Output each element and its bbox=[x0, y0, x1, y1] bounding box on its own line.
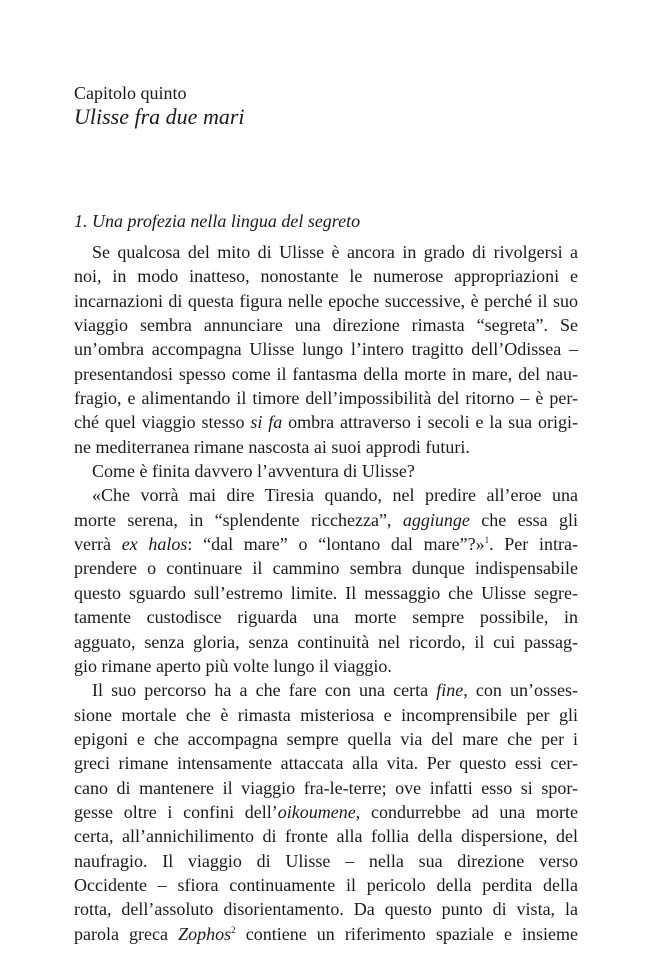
text-line: epigoni e che accompagna sempre quella via del mare che per i bbox=[74, 728, 578, 749]
text-line: verrà ex halos: “dal mare” o “lontano dal mare”?»$^1$. Per intra- bbox=[74, 534, 578, 555]
section-heading: 1. Una profezia nella lingua del segreto bbox=[74, 211, 361, 231]
text-line: viaggio sembra annunciare una direzione rimasta “segreta”. Se bbox=[74, 315, 578, 336]
text-line: rotta, dell’assoluto disorientamento. Da questo punto di vista, la bbox=[74, 899, 578, 920]
text-line: gesse oltre i confini dell’oikoumene, condurrebbe ad una morte bbox=[74, 801, 578, 822]
footnote-ref: 1 bbox=[484, 535, 490, 546]
text-line: sione mortale che è rimasta misteriosa e incomprensibile per gli bbox=[74, 704, 578, 725]
text-line: naufragio. Il viaggio di Ulisse – nella sua direzione verso bbox=[74, 850, 578, 871]
text-line: morte serena, in “splendente ricchezza”, aggiunge che essa gli bbox=[74, 509, 579, 530]
text-line: agguato, senza gloria, senza continuità nel ricordo, il cui passag- bbox=[74, 631, 578, 652]
text-line: prendere o continuare il cammino sembra dunque indispensabile bbox=[74, 558, 578, 579]
italic-term: ex halos bbox=[121, 534, 188, 555]
text-line: fragio, e alimentando il timore dell’impossibilità del ritorno – è per- bbox=[74, 388, 578, 409]
text-line: Se qualcosa del mito di Ulisse è ancora in grado di rivolgersi a bbox=[92, 242, 578, 262]
text-line: gio rimane aperto più volte lungo il viaggio. bbox=[74, 655, 392, 676]
italic-term: aggiunge bbox=[402, 509, 470, 530]
body-text bbox=[74, 240, 578, 946]
text-line: tamente custodisce riguarda una morte sempre possibile, in bbox=[74, 607, 578, 628]
text-line: incarnazioni di questa figura nelle epoche successive, è perché il suo bbox=[74, 290, 578, 311]
text-line: Come è finita davvero l’avventura di Ulisse? bbox=[92, 461, 415, 482]
text-line: «Che vorrà mai dire Tiresia quando, nel predire all’eroe una bbox=[92, 485, 578, 506]
text-line: ne mediterranea rimane nascosta ai suoi approdi futuri. bbox=[74, 436, 470, 457]
text-line: Occidente – sfiora continuamente il pericolo della perdita della bbox=[74, 874, 578, 895]
text-line: certa, all’annichilimento di fronte alla follia della dispersione, del bbox=[74, 826, 578, 847]
chapter-title: Ulisse fra due mari bbox=[74, 104, 245, 129]
text-line: ché quel viaggio stesso si fa ombra attraverso i secoli e la sua origi- bbox=[74, 412, 578, 433]
text-line: un’ombra accompagna Ulisse lungo l’intero tragitto dell’Odissea – bbox=[74, 339, 578, 360]
chapter-label: Capitolo quinto bbox=[74, 83, 187, 103]
text-line: Il suo percorso ha a che fare con una certa fine, con un’osses- bbox=[92, 680, 578, 701]
italic-term: Zophos bbox=[178, 923, 232, 944]
text-line: cano di mantenere il viaggio fra-le-terre; ove infatti esso si spor- bbox=[74, 777, 578, 798]
footnote-ref: 2 bbox=[231, 924, 236, 935]
text-line: parola greca Zophos$^2$ contiene un riferimento spaziale e insieme bbox=[74, 923, 579, 944]
text-line: questo sguardo sull’estremo limite. Il messaggio che Ulisse segre- bbox=[74, 582, 578, 603]
italic-term: fine bbox=[436, 680, 464, 701]
text-line: presentandosi spesso come il fantasma della morte in mare, del nau- bbox=[74, 363, 578, 384]
text-line: noi, in modo inatteso, nonostante le numerose appropriazioni e bbox=[74, 266, 578, 287]
italic-term: oikoumene bbox=[277, 801, 356, 822]
italic-term: si fa bbox=[250, 412, 283, 433]
text-line: greci rimane intensamente attaccata alla vita. Per questo essi cer- bbox=[74, 753, 578, 774]
